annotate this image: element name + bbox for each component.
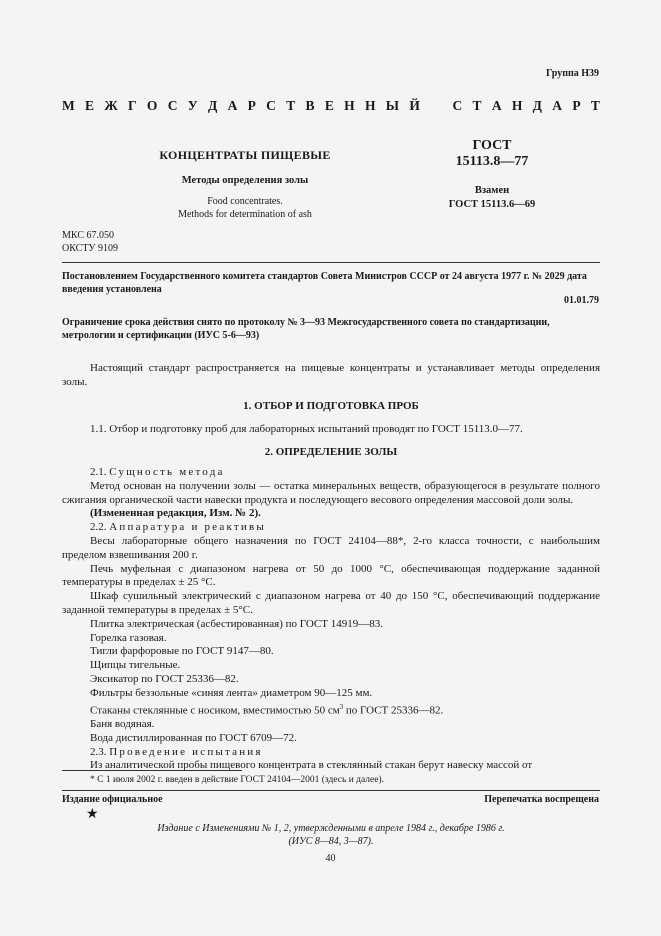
divider <box>62 262 600 263</box>
banner-letter: Н <box>364 98 376 113</box>
banner-letter: Д <box>532 98 542 113</box>
subsection-number: 2.1. <box>90 466 107 478</box>
banner-letter: Н <box>344 98 355 113</box>
banner-letter: Ж <box>104 98 118 113</box>
mks-code: МКС 67.050 <box>62 230 114 241</box>
revision-note: (Измененная редакция, Изм. № 2). <box>90 507 261 520</box>
limitation-text: Ограничение срока действия снято по протоколу № 3—93 Межгосударственного совета по стандартизации, метрологии и сертификации (ИУС 5-6—93) <box>62 317 550 341</box>
equipment-item: Фильтры беззольные «синяя лента» диаметром 90—125 мм. <box>90 686 373 699</box>
page-number: 40 <box>325 853 336 864</box>
gost-label: ГОСТ <box>472 138 512 153</box>
banner-letter: У <box>187 98 198 113</box>
banner-letter: М <box>62 98 75 113</box>
group-code: Группа Н39 <box>546 68 599 79</box>
section-1-paragraph: 1.1. Отбор и подготовку проб для лабораторных испытаний проводят по ГОСТ 15113.0—77. <box>90 423 523 435</box>
banner-letter: Н <box>511 98 523 113</box>
beakers-text: Стаканы стеклянные с носиком, вместимостью 50 см <box>90 704 340 717</box>
banner-gap <box>430 98 442 114</box>
subsection-title: Проведение испытания <box>109 745 263 758</box>
english-title <box>110 196 380 221</box>
changes-note <box>62 822 600 848</box>
equipment-item: Шкаф сушильный электрический с диапазоном нагрева от 40 до 150 °С, обеспечивающий поддержание заданной температуры в пределах ± 5°С. <box>62 590 600 616</box>
banner-letter: Т <box>286 98 296 113</box>
subsection-2-1-heading <box>62 466 600 480</box>
subsection-title: Сущность метода <box>109 466 225 478</box>
banner-letter: Е <box>85 98 95 113</box>
okstu-code: ОКСТУ 9109 <box>62 242 119 254</box>
equipment-item: Вода дистиллированная по ГОСТ 6709—72. <box>90 731 297 744</box>
equipment-item: Горелка газовая. <box>90 631 167 644</box>
changes-line-1: Издание с Изменениями № 1, 2, утвержденными в апреле 1984 г., декабре 1986 г. <box>157 823 505 834</box>
edition-label: Издание официальное <box>62 794 163 805</box>
banner-letter: А <box>552 98 563 113</box>
gost-block <box>412 138 572 213</box>
introduction-date: 01.01.79 <box>564 295 599 306</box>
subsection-number: 2.2. <box>90 521 107 534</box>
equipment-item: Баня водяная. <box>90 718 155 730</box>
footnote-divider <box>62 770 242 771</box>
banner-letter: Р <box>247 98 256 113</box>
section-1-heading: 1. ОТБОР И ПОДГОТОВКА ПРОБ <box>243 400 419 412</box>
banner-letter: А <box>491 98 502 113</box>
standard-banner <box>62 98 600 114</box>
banner-letter: Г <box>128 98 137 113</box>
banner-letter: Е <box>324 98 334 113</box>
footer-divider <box>62 790 600 791</box>
banner-letter: С <box>167 98 178 113</box>
star-icon: ★ <box>86 807 99 822</box>
subsection-2-2-heading <box>62 521 600 535</box>
gost-number: 15113.8—77 <box>455 154 529 170</box>
replaces-label: Взамен <box>474 185 510 197</box>
banner-letter: Т <box>590 98 600 113</box>
banner-letter: Т <box>472 98 482 113</box>
banner-letter: Р <box>572 98 581 113</box>
document-subtitle: Методы определения золы <box>181 175 309 186</box>
subsection-2-1-text: Метод основан на получении золы — остатка минеральных веществ, образующегося в результате полного сжигания органической части навески продукта и последующего весового определения массовой доли золы. <box>62 479 600 506</box>
equipment-list-continued <box>62 718 600 746</box>
equipment-item: Весы лабораторные общего назначения по ГОСТ 24104—88*, 2-го класса точности, с наибольшим пределом взвешивания 200 г. <box>62 534 600 561</box>
title-block <box>110 148 380 221</box>
subsection-2-3-heading <box>62 746 600 760</box>
banner-letter: С <box>266 98 276 113</box>
banner-letter: В <box>305 98 315 113</box>
banner-letter: Д <box>207 98 218 113</box>
replaces-number: ГОСТ 15113.6—69 <box>448 199 536 211</box>
replaces-block <box>412 184 572 212</box>
equipment-item: Щипцы тигельные. <box>90 659 181 672</box>
footnote: * С 1 июля 2002 г. введен в действие ГОСТ 24104—2001 (здесь и далее). <box>90 775 385 785</box>
beakers-standard: по ГОСТ 25336—82. <box>343 704 444 717</box>
equipment-item: Эксикатор по ГОСТ 25336—82. <box>90 672 239 685</box>
equipment-item: Тигли фарфоровые по ГОСТ 9147—80. <box>90 645 274 658</box>
reprint-notice: Перепечатка воспрещена <box>484 794 599 805</box>
equipment-item <box>62 701 600 718</box>
equipment-list <box>62 535 600 701</box>
banner-letter: А <box>227 98 238 113</box>
banner-letter: Ы <box>385 98 400 113</box>
equipment-item: Печь муфельная с диапазоном нагрева от 50 до 1000 °С, обеспечивающая поддержание заданной температуры в пределах ± 25 °С. <box>62 562 600 589</box>
classification-codes <box>62 230 118 255</box>
equipment-item: Плитка электрическая (асбестированная) по ГОСТ 14919—83. <box>90 617 383 630</box>
beakers-superscript: 3 <box>339 702 344 711</box>
section-2-heading: 2. ОПРЕДЕЛЕНИЕ ЗОЛЫ <box>264 446 398 458</box>
subsection-title: Аппаратура и реактивы <box>109 521 266 534</box>
subsection-number: 2.3. <box>90 745 107 758</box>
banner-letter: Й <box>409 98 420 113</box>
decree-text: Постановлением Государственного комитета стандартов Совета Министров СССР от 24 августа 1977 г. № 2029 дата введения установлена <box>62 271 587 295</box>
changes-line-2: (ИУС 8—84, 3—87). <box>288 836 374 847</box>
intro-paragraph: Настоящий стандарт распространяется на пищевые концентраты и устанавливает методы определения золы. <box>62 362 600 388</box>
banner-letter: О <box>146 98 158 113</box>
banner-letter: С <box>452 98 463 113</box>
subsection-2-3-text: Из аналитической пробы пищевого концентрата в стеклянный стакан берут навеску массой от <box>90 759 533 772</box>
section-2-body <box>62 466 600 773</box>
document-title: КОНЦЕНТРАТЫ ПИЩЕВЫЕ <box>159 148 331 162</box>
english-title-line-1: Food concentrates. <box>207 196 283 207</box>
english-title-line-2: Methods for determination of ash <box>178 208 312 220</box>
